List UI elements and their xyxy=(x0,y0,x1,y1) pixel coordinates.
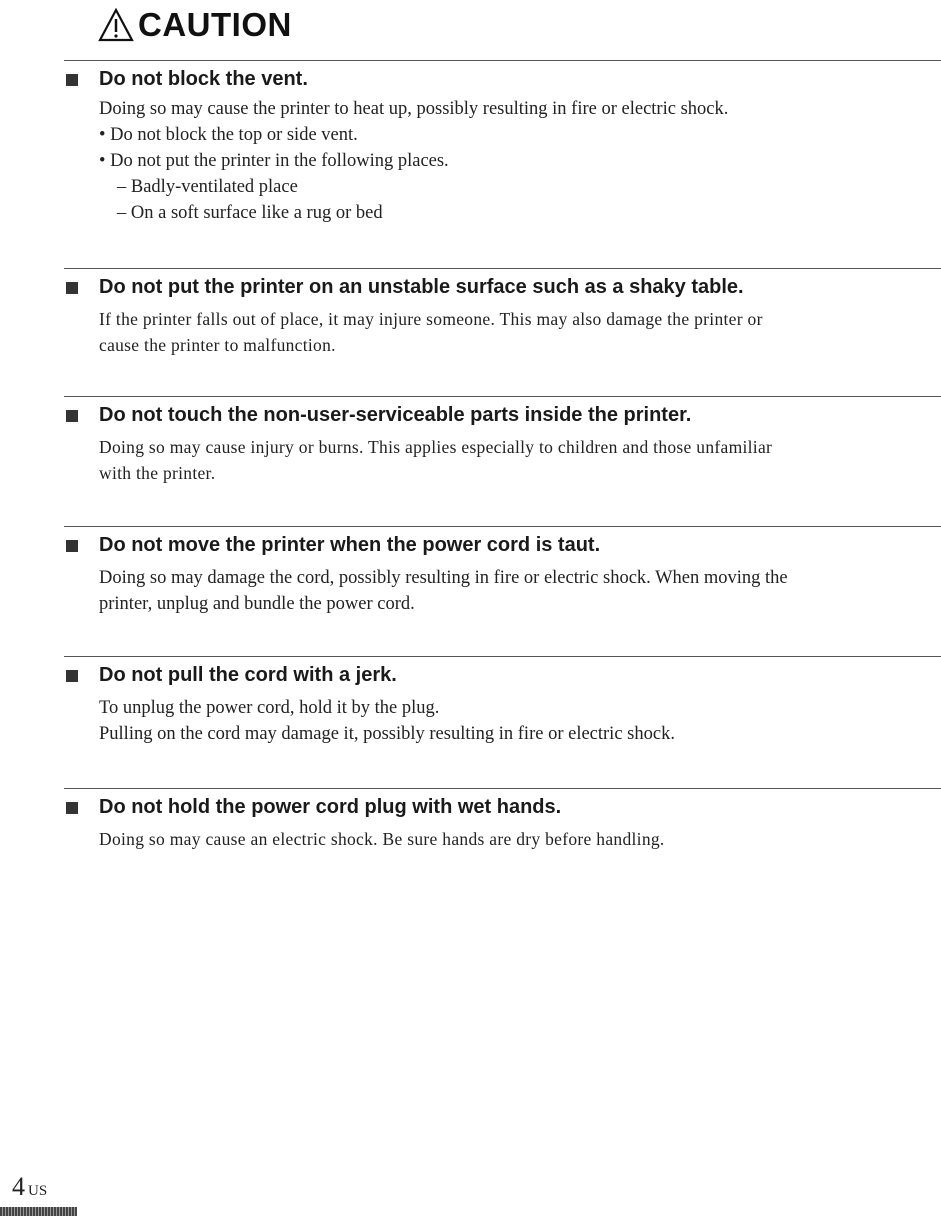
page-region-suffix: US xyxy=(28,1183,48,1199)
section-heading: Do not touch the non-user-serviceable parts inside the printer. xyxy=(99,404,692,426)
body-line: To unplug the power cord, hold it by the plug. xyxy=(99,698,440,718)
section-body xyxy=(99,695,919,747)
page-footer xyxy=(12,1172,47,1202)
list-item: • Do not block the top or side vent. xyxy=(99,125,358,145)
sub-list-item: – Badly-ventilated place xyxy=(117,177,298,197)
section-divider xyxy=(64,60,941,61)
body-line: cause the printer to malfunction. xyxy=(99,335,336,355)
caution-title: CAUTION xyxy=(138,6,292,43)
section-divider xyxy=(64,268,941,269)
caution-section xyxy=(0,268,941,378)
body-line: printer, unplug and bundle the power cord. xyxy=(99,594,415,614)
body-line: Pulling on the cord may damage it, possibly resulting in fire or electric shock. xyxy=(99,724,675,744)
section-heading: Do not pull the cord with a jerk. xyxy=(99,664,397,686)
section-heading: Do not hold the power cord plug with wet hands. xyxy=(99,796,562,818)
sub-list-item: – On a soft surface like a rug or bed xyxy=(117,203,383,223)
section-body xyxy=(99,96,919,226)
section-body xyxy=(99,826,919,852)
square-bullet-icon xyxy=(66,540,78,552)
body-line: Doing so may cause an electric shock. Be sure hands are dry before handling. xyxy=(99,829,665,849)
caution-section xyxy=(0,526,941,636)
section-divider xyxy=(64,788,941,789)
square-bullet-icon xyxy=(66,74,78,86)
section-heading: Do not block the vent. xyxy=(99,68,308,90)
section-heading: Do not put the printer on an unstable surface such as a shaky table. xyxy=(99,276,744,298)
square-bullet-icon xyxy=(66,802,78,814)
body-line: Doing so may cause injury or burns. This applies especially to children and those unfamiliar xyxy=(99,437,773,457)
caution-section xyxy=(0,656,941,766)
section-body xyxy=(99,434,919,486)
warning-triangle-icon xyxy=(98,8,134,42)
square-bullet-icon xyxy=(66,410,78,422)
caution-section xyxy=(0,396,941,506)
list-item: • Do not put the printer in the following places. xyxy=(99,151,449,171)
caution-section xyxy=(0,60,941,240)
square-bullet-icon xyxy=(66,670,78,682)
body-line: with the printer. xyxy=(99,463,216,483)
body-line: If the printer falls out of place, it may injure someone. This may also damage the printer or xyxy=(99,309,763,329)
square-bullet-icon xyxy=(66,282,78,294)
page-number: 4 xyxy=(12,1172,25,1201)
section-divider xyxy=(64,526,941,527)
section-body xyxy=(99,565,919,617)
body-line: Doing so may damage the cord, possibly resulting in fire or electric shock. When moving the xyxy=(99,568,788,588)
section-divider xyxy=(64,656,941,657)
section-heading: Do not move the printer when the power cord is taut. xyxy=(99,534,601,556)
caution-header xyxy=(98,0,292,50)
footer-bar xyxy=(0,1207,77,1216)
section-body xyxy=(99,306,919,358)
body-line: Doing so may cause the printer to heat up, possibly resulting in fire or electric shock. xyxy=(99,99,729,119)
section-divider xyxy=(64,396,941,397)
caution-section xyxy=(0,788,941,868)
